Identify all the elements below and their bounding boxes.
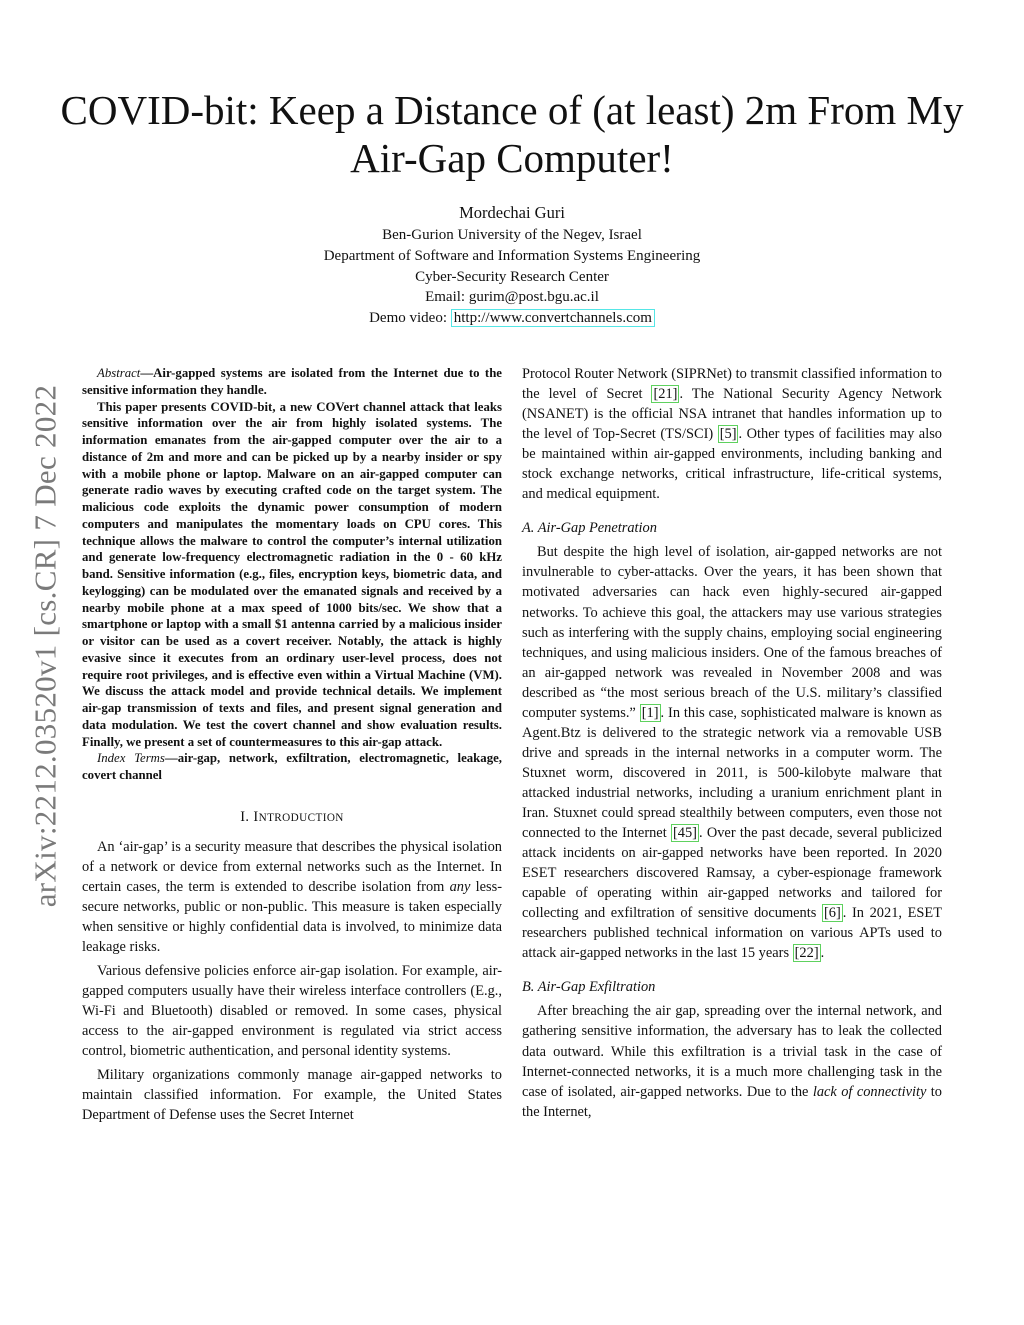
citation-link-21[interactable]: [21] (653, 386, 678, 403)
affiliation-university: Ben-Gurion University of the Negev, Israel (382, 227, 642, 243)
author-block (200, 202, 824, 329)
abstract-label: Abstract (97, 366, 141, 380)
index-terms-label: Index Terms (97, 751, 165, 766)
affiliation-department: Department of Software and Information Systems Engineering (323, 247, 701, 264)
author-email[interactable]: gurim@post.bgu.ac.il (468, 289, 599, 306)
intro-paragraph-2: Various defensive policies enforce air-gap isolation. For example, air-gapped computers usually have their wireless interface controllers (E.g., Wi-Fi and Bluetooth) disabled or removed. In some cases, physical access to the air-gapped environment is regulated via strict access control, biometric authentication, and personal identity systems. (82, 963, 502, 1060)
arxiv-id-text: arXiv:2212.03520v1 [cs.CR] 7 Dec 2022 (27, 384, 62, 908)
author-email-line (200, 287, 824, 308)
citation-link-22[interactable]: [22] (794, 945, 819, 962)
subsection-heading-air-gap-penetration: A. Air-Gap Penetration (522, 520, 657, 537)
right-column (522, 364, 942, 1122)
left-column (82, 365, 502, 1125)
abstract-block (82, 365, 502, 784)
section-heading-introduction: I. INTRODUCTION (240, 808, 344, 825)
citation-link-45[interactable]: [45] (672, 825, 697, 842)
citation-link-1[interactable]: [1] (641, 704, 659, 721)
paper-title: COVID-bit: Keep a Distance of (at least) 2m From My Air-Gap Computer! (60, 87, 964, 181)
subsection-heading-air-gap-exfiltration: B. Air-Gap Exfiltration (522, 979, 656, 996)
abstract-paragraph-1: Abstract—Air-gapped systems are isolated from the Internet due to the sensitive information they handle. (82, 366, 502, 397)
intro-paragraph-1: An ‘air-gap’ is a security measure that describes the physical isolation of a network or device from external networks such as the Internet. In certain cases, the term is extended to describe isolation from any less-secure networks, public or non-public. This measure is taken especially when sensitive or highly confidential data is involved, to minimize data leakage risks. (82, 838, 503, 956)
email-label: Email: (425, 289, 469, 306)
arxiv-identifier-stamp (14, 365, 76, 927)
demo-video-line (200, 308, 824, 329)
abstract-paragraph-2: This paper presents COVID-bit, a new COVert channel attack that leaks sensitive information over the air from highly isolated systems. The information emanates from the air-gapped computer over the air to a distance of 2m and more and can be picked up by a nearby insider or spy with a mobile phone or laptop. Malware on an air-gapped computer can generate radio waves by executing crafted code on the target system. The malicious code exploits the dynamic power consumption of modern computers and manipulates the momentary loads on CPU cores. This technique allows the malware to control the computer’s internal utilization and generate low-frequency electromagnetic radiation in the 0 - 60 kHz band. Sensitive information (e.g., files, encryption keys, biometric data, and keylogging) can be modulated over the emanated signals and received by a nearby mobile phone at a max speed of 1000 bits/sec. We show that a smartphone or laptop with a small $1 antenna carried by a malicious insider or visitor can be used as a covert receiver. Notably, the attack is highly evasive since it executes from an ordinary user-level process, does not require root privileges, and is effective even within a Virtual Machine (VM). We discuss the attack model and provide technical details. We implement air-gap transmission of texts and files, and present signal generation and data modulation. We test the covert channel and show evaluation results. Finally, we present a set of countermeasures to this air-gap attack. (82, 399, 502, 749)
penetration-paragraph: But despite the high level of isolation, air-gapped networks are not invulnerable to cyber-attacks. Over the years, it has been shown that motivated adversaries can hack even highly-secured air-gapped networks. To achieve this goal, the attackers may use various strategies such as interfering with the supply chains, employing social engineering techniques, and using malicious insiders. One of the famous breaches of an air-gapped network was revealed in November 2008 and was described as “the most serious breach of the U.S. military’s classified computer systems.” [1] . In this case, sophisticated malware is known as Agent.Btz is delivered to the strategic network via a removable USB drive and spreads in the internal networks in a computer worm. The Stuxnet worm, discovered in 2011, is 500-kilobyte malware that attacked industrial networks, including a uranium enrichment plant in Iran. Stuxnet could spread stealthily between computers, even those not connected to the Internet [45] . Over the past decade, several publicized attack incidents on air-gapped networks have been reported. In 2020 ESET researchers discovered Ramsay, a cyber-espionage framework capable of operating within air-gapped networks and tailored for collecting and exfiltration of sensitive documents [6] . In 2021, ESET researchers published technical information on various APTs used to attack air-gapped networks in the last 15 years [22] . (522, 544, 943, 962)
index-terms: Index Terms—air-gap, network, exfiltration, electromagnetic, leakage, covert channel (82, 751, 502, 782)
citation-link-5[interactable]: [5] (719, 426, 737, 443)
intro-paragraph-3-continued: Protocol Router Network (SIPRNet) to transmit classified information to the level of Secret [21] . The National Security Agency Network (NSANET) is the official NSA intranet that handles information up to the level of Top-Secret (TS/SCI) [5] . Other types of facilities may also be maintained within air-gapped environments, including banking and stock exchange networks, critical infrastructure, life-critical systems, and medical equipment. (522, 366, 942, 503)
demo-video-link[interactable]: http://www.convertchannels.com (451, 309, 655, 327)
intro-paragraph-3: Military organizations commonly manage air-gapped networks to maintain classified information. For example, the United States Department of Defense uses the Secret Internet (82, 1067, 502, 1124)
affiliation-center: Cyber-Security Research Center (415, 268, 609, 285)
citation-link-6[interactable]: [6] (823, 905, 841, 922)
exfiltration-paragraph: After breaching the air gap, spreading over the internal network, and gathering sensitive information, the adversary has to leak the collected data outward. While this exfiltration is a trivial task in the case of Internet-connected networks, it is a much more challenging task in the case of isolated, air-gapped networks. Due to the lack of connectivity to the Internet, (522, 1003, 942, 1120)
demo-label: Demo video: (369, 310, 451, 327)
author-name: Mordechai Guri (459, 203, 565, 222)
